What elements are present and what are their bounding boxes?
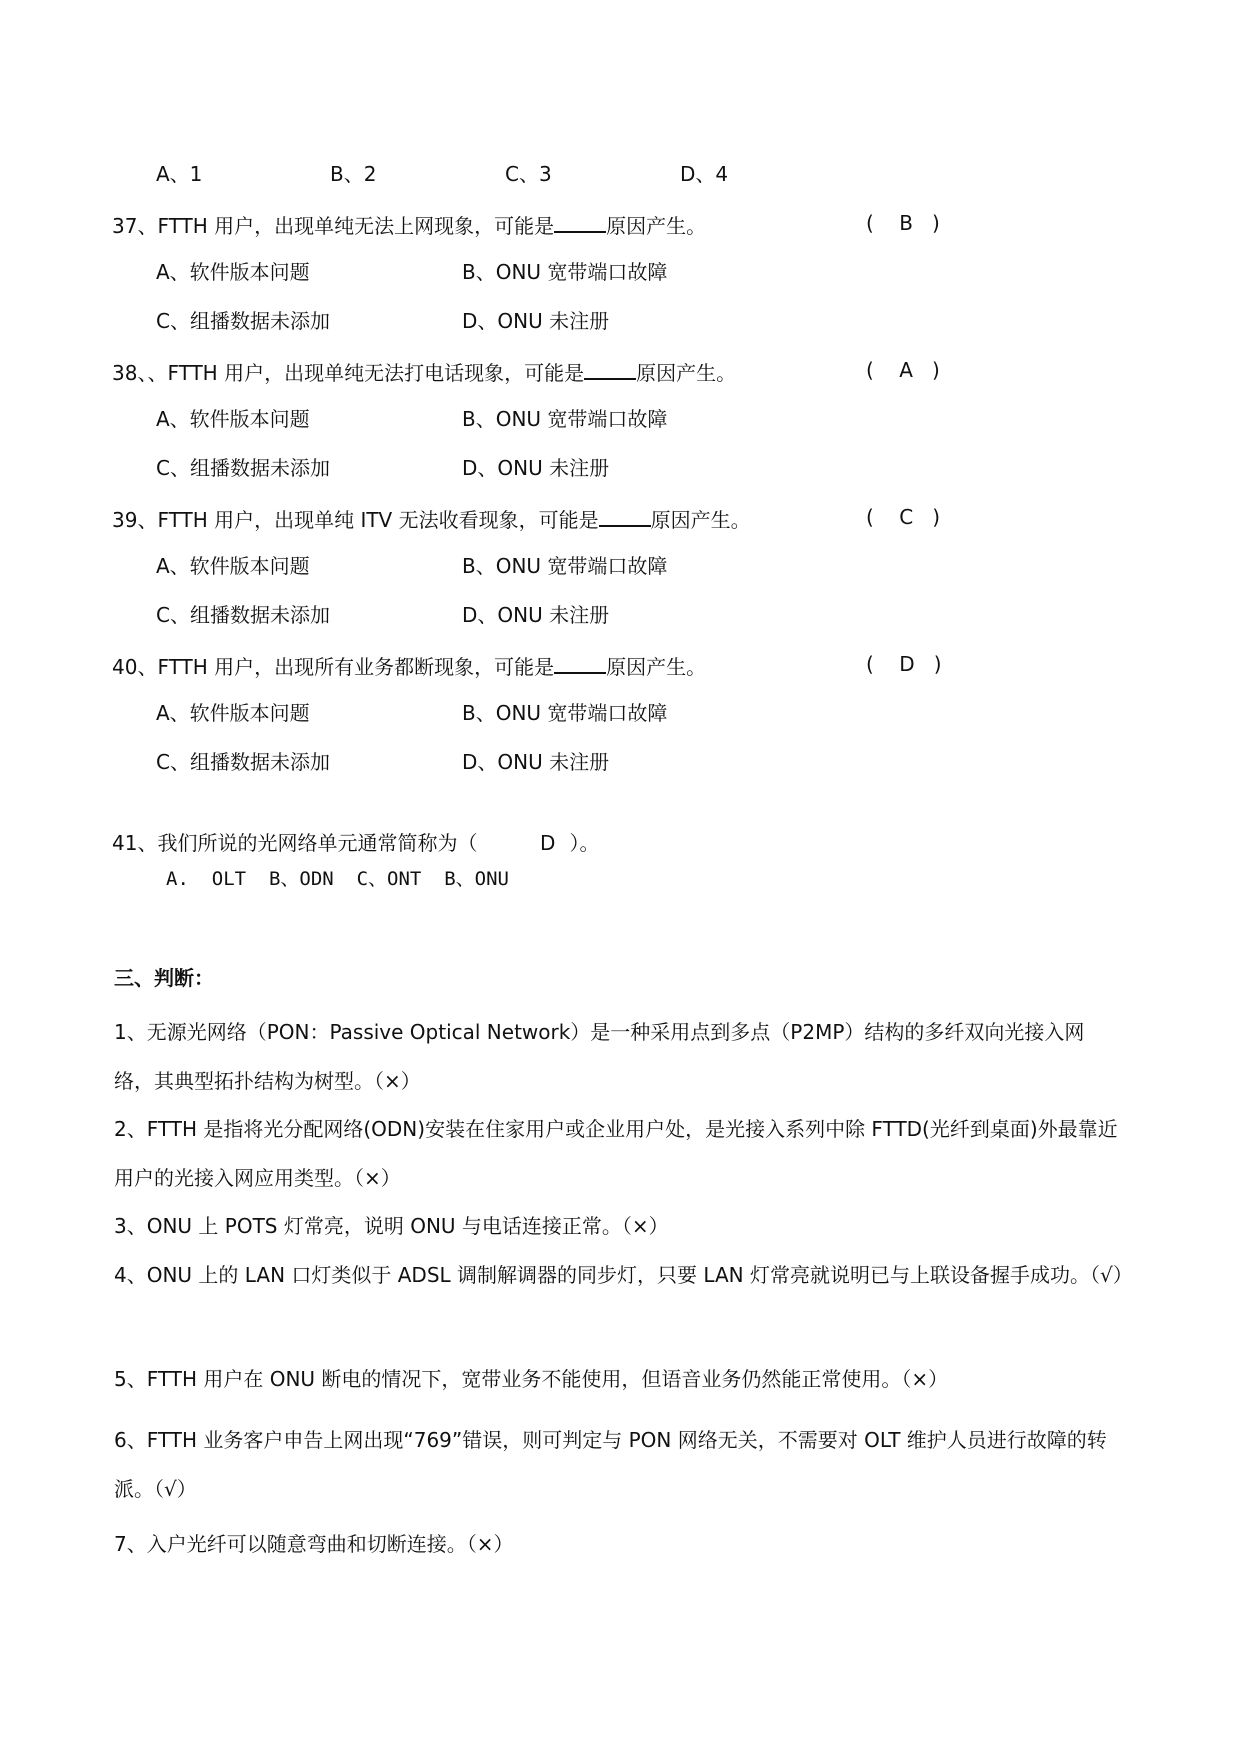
judgment-4: 4、ONU 上的 LAN 口灯类似于 ADSL 调制解调器的同步灯，只要 LAN 灯常亮就说明已与上联设备握手成功。（√） — [114, 1263, 1133, 1287]
question-text-end: 原因产生。 — [606, 655, 707, 679]
question-37 — [112, 213, 706, 236]
q38-option-d: D、ONU 未注册 — [462, 456, 610, 480]
answer-blank — [599, 507, 651, 527]
judgment-6: 6、FTTH 业务客户申告上网出现“769”错误，则可判定与 PON 网络无关，不需要对 OLT 维护人员进行故障的转派。（√） — [114, 1428, 1107, 1501]
question-text-end: ）。 — [569, 831, 600, 855]
q40-option-d: D、ONU 未注册 — [462, 750, 610, 774]
answer: A — [899, 358, 913, 382]
answer-paren-40: ( D ) — [866, 652, 942, 676]
option-b: B、2 — [330, 162, 377, 186]
option-a: A、1 — [156, 162, 203, 186]
question-text-end: 原因产生。 — [606, 214, 707, 238]
q39-option-a: A、软件版本问题 — [156, 554, 310, 578]
answer-paren-38: ( A ) — [866, 358, 940, 382]
judgment-2: 2、FTTH 是指将光分配网络(ODN)安装在住家用户或企业用户处，是光接入系列中除 FTTD(光纤到桌面)外最靠近用户的光接入网应用类型。（×） — [114, 1117, 1118, 1190]
q37-option-b: B、ONU 宽带端口故障 — [462, 260, 668, 284]
question-text: 41、我们所说的光网络单元通常简称为（ — [112, 831, 478, 855]
answer: C — [899, 505, 914, 529]
q40-option-a: A、软件版本问题 — [156, 701, 310, 725]
q37-option-c: C、组播数据未添加 — [156, 309, 330, 333]
q41-options: A. OLT B、ODN C、ONT B、ONU — [166, 868, 509, 890]
option-d: D、4 — [680, 162, 729, 186]
judgment-3: 3、ONU 上 POTS 灯常亮，说明 ONU 与电话连接正常。（×） — [114, 1214, 669, 1238]
question-text: FTTH 用户，出现单纯无法上网现象，可能是 — [157, 214, 555, 238]
answer-blank — [584, 360, 636, 380]
q37-option-a: A、软件版本问题 — [156, 260, 310, 284]
q40-option-c: C、组播数据未添加 — [156, 750, 330, 774]
q38-option-c: C、组播数据未添加 — [156, 456, 330, 480]
judgment-1: 1、无源光网络（PON：Passive Optical Network）是一种采用点到多点（P2MP）结构的多纤双向光接入网络，其典型拓扑结构为树型。（×） — [114, 1020, 1085, 1093]
question-38 — [112, 360, 736, 383]
answer-blank — [554, 654, 606, 674]
answer: D — [540, 831, 556, 855]
question-number: 37、 — [112, 214, 158, 238]
q38-option-b: B、ONU 宽带端口故障 — [462, 407, 668, 431]
q39-option-d: D、ONU 未注册 — [462, 603, 610, 627]
question-text-end: 原因产生。 — [650, 508, 751, 532]
q38-option-a: A、软件版本问题 — [156, 407, 310, 431]
answer-paren-37: ( B ) — [866, 211, 940, 235]
answer: B — [899, 211, 913, 235]
q37-option-d: D、ONU 未注册 — [462, 309, 610, 333]
q39-option-b: B、ONU 宽带端口故障 — [462, 554, 668, 578]
judgment-7: 7、入户光纤可以随意弯曲和切断连接。（×） — [114, 1532, 514, 1556]
answer: D — [899, 652, 915, 676]
question-41 — [112, 833, 599, 853]
question-number: 39、 — [112, 508, 158, 532]
question-text: FTTH 用户，出现单纯 ITV 无法收看现象，可能是 — [157, 508, 599, 532]
judgment-5: 5、FTTH 用户在 ONU 断电的情况下，宽带业务不能使用，但语音业务仍然能正常使用。（×） — [114, 1367, 949, 1391]
answer-paren-39: ( C ) — [866, 505, 941, 529]
question-number: 38、 — [112, 361, 148, 385]
q40-option-b: B、ONU 宽带端口故障 — [462, 701, 668, 725]
question-text: 、FTTH 用户，出现单纯无法打电话现象，可能是 — [147, 361, 585, 385]
answer-blank — [554, 213, 606, 233]
question-number: 40、 — [112, 655, 158, 679]
question-40 — [112, 654, 706, 677]
question-39 — [112, 507, 751, 530]
section-title: 三、判断： — [114, 966, 214, 990]
q39-option-c: C、组播数据未添加 — [156, 603, 330, 627]
question-text-end: 原因产生。 — [636, 361, 737, 385]
option-c: C、3 — [505, 162, 552, 186]
question-text: FTTH 用户，出现所有业务都断现象，可能是 — [157, 655, 555, 679]
